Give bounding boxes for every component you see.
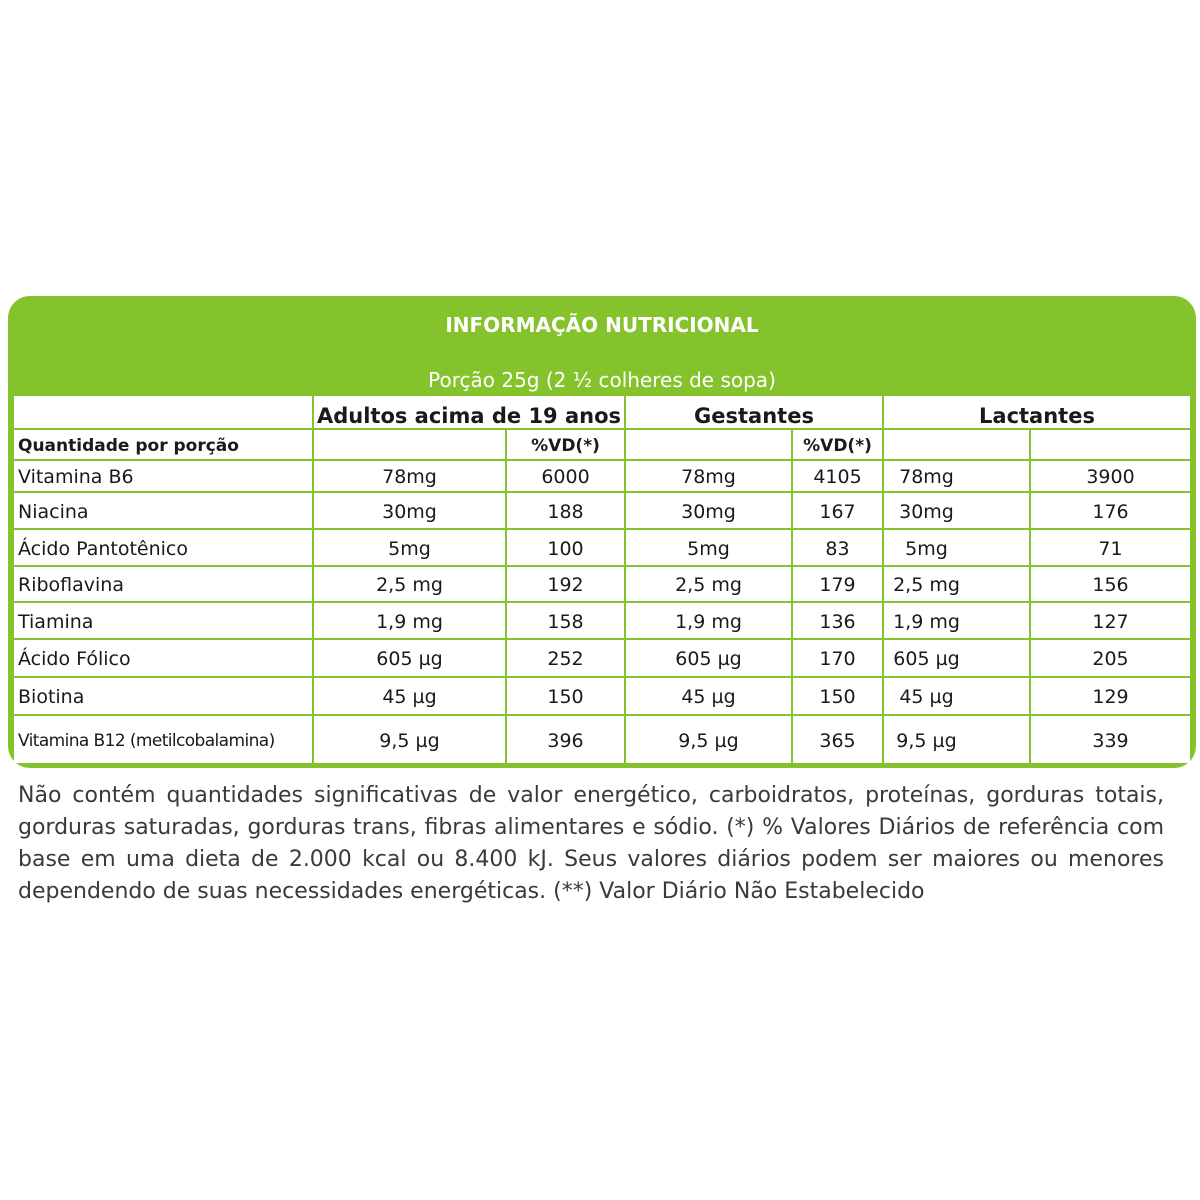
nutrient-value: 192 — [547, 574, 584, 596]
nutrient-value: 100 — [547, 538, 584, 560]
nutrient-value: 136 — [819, 611, 856, 633]
nutrient-name: Biotina — [18, 686, 85, 708]
grid-line — [14, 491, 1190, 493]
nutrient-value: 1,9 mg — [376, 611, 443, 633]
nutrient-value: 605 µg — [376, 648, 443, 670]
footer-note: Não contém quantidades significativas de valor energético, carboidratos, proteínas, gorduras totais, gorduras saturadas, gorduras trans, fibras alimentares e sódio. (*) % Valores Diários de referência com base em uma dieta de 2.000 kcal ou 8.400 kJ. Seus valores diários podem ser maiores ou menores dependendo de suas necessidades energéticas. (**) Valor Diário Não Estabelecido — [18, 783, 1164, 904]
nutrient-name: Niacina — [18, 501, 89, 523]
grid-line — [14, 638, 1190, 640]
grid-line — [14, 676, 1190, 678]
vd-label-adults: %VD(*) — [531, 436, 600, 456]
nutrient-value: 5mg — [905, 538, 948, 560]
nutrient-value: 365 — [819, 730, 856, 752]
grid-line — [14, 459, 1190, 461]
group-header-pregnant: Gestantes — [694, 404, 814, 428]
nutrient-value: 605 µg — [675, 648, 742, 670]
nutrient-value: 9,5 µg — [678, 730, 739, 752]
table-title: INFORMAÇÃO NUTRICIONAL — [445, 313, 759, 337]
nutrient-name: Vitamina B6 — [18, 466, 134, 488]
grid-line — [14, 565, 1190, 567]
nutrient-value: 1,9 mg — [675, 611, 742, 633]
grid-line — [14, 528, 1190, 530]
nutrient-value: 1,9 mg — [893, 611, 960, 633]
nutrient-value: 167 — [819, 501, 856, 523]
nutrient-value: 2,5 mg — [893, 574, 960, 596]
nutrient-value: 45 µg — [382, 686, 437, 708]
nutrient-value: 150 — [819, 686, 856, 708]
nutrient-value: 78mg — [899, 466, 954, 488]
nutrient-value: 176 — [1092, 501, 1129, 523]
nutrient-value: 605 µg — [893, 648, 960, 670]
vd-label-pregnant: %VD(*) — [803, 436, 872, 456]
nutrient-value: 5mg — [687, 538, 730, 560]
nutrient-value: 129 — [1092, 686, 1129, 708]
nutrient-value: 9,5 µg — [896, 730, 957, 752]
nutrient-value: 396 — [547, 730, 584, 752]
nutrient-value: 6000 — [541, 466, 590, 488]
nutrient-value: 252 — [547, 648, 584, 670]
nutrient-value: 45 µg — [681, 686, 736, 708]
nutrient-value: 9,5 µg — [379, 730, 440, 752]
quantity-per-portion-label: Quantidade por porção — [18, 436, 239, 456]
nutrient-value: 179 — [819, 574, 856, 596]
nutrient-value: 188 — [547, 501, 584, 523]
nutrient-name: Vitamina B12 (metilcobalamina) — [18, 731, 275, 751]
nutrient-value: 30mg — [681, 501, 736, 523]
nutrient-value: 30mg — [899, 501, 954, 523]
nutrition-table — [14, 365, 1190, 763]
nutrient-value: 78mg — [382, 466, 437, 488]
nutrient-value: 71 — [1098, 538, 1123, 560]
nutrient-value: 45 µg — [899, 686, 954, 708]
nutrient-value: 205 — [1092, 648, 1129, 670]
nutrient-value: 4105 — [813, 466, 862, 488]
nutrient-value: 83 — [825, 538, 850, 560]
nutrient-name: Tiamina — [18, 611, 94, 633]
nutrient-name: Ácido Pantotênico — [18, 538, 189, 560]
nutrient-value: 156 — [1092, 574, 1129, 596]
portion-banner: Porção 25g (2 ½ colheres de sopa) — [14, 365, 1190, 396]
grid-line — [14, 428, 1190, 430]
nutrient-value: 5mg — [388, 538, 431, 560]
nutrient-value: 127 — [1092, 611, 1129, 633]
group-header-adults: Adultos acima de 19 anos — [316, 404, 622, 428]
nutrient-value: 2,5 mg — [675, 574, 742, 596]
nutrient-value: 3900 — [1086, 466, 1135, 488]
nutrition-table-panel — [8, 296, 1196, 768]
nutrient-value: 30mg — [382, 501, 437, 523]
nutrient-name: Riboflavina — [18, 574, 124, 596]
nutrient-value: 150 — [547, 686, 584, 708]
nutrient-value: 2,5 mg — [376, 574, 443, 596]
grid-line — [14, 714, 1190, 716]
grid-line — [14, 601, 1190, 603]
nutrient-value: 339 — [1092, 730, 1129, 752]
group-header-lactating: Lactantes — [979, 404, 1095, 428]
nutrient-value: 158 — [547, 611, 584, 633]
nutrient-value: 78mg — [681, 466, 736, 488]
nutrient-name: Ácido Fólico — [18, 648, 131, 670]
nutrient-value: 170 — [819, 648, 856, 670]
